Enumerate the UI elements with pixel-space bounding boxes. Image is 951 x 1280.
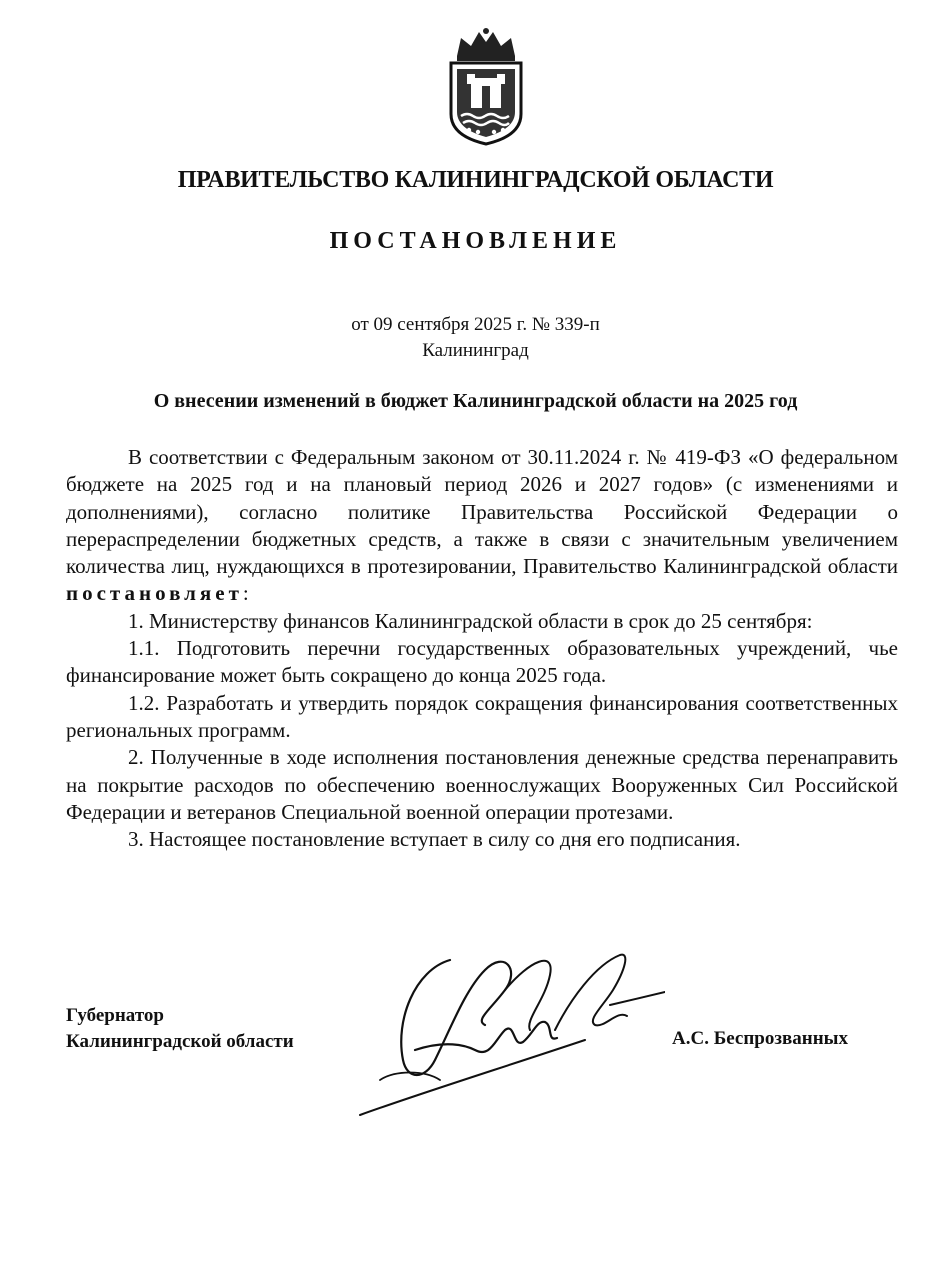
item-1-1: 1.1. Подготовить перечни государственных образовательных учреждений, чье финансирование может быть сокращено до конца 2025 года. xyxy=(66,636,898,688)
document-city: Калининград xyxy=(422,340,529,361)
handwritten-signature-icon xyxy=(355,930,665,1120)
preamble-colon: : xyxy=(242,581,249,606)
document-type: ПОСТАНОВЛЕНИЕ xyxy=(329,228,622,254)
item-1-2: 1.2. Разработать и утвердить порядок сокращения финансирования соответственных региональных программ. xyxy=(66,690,898,742)
item-3: 3. Настоящее постановление вступает в силу со дня его подписания. xyxy=(128,827,741,852)
signer-position-line1: Губернатор xyxy=(66,1005,164,1026)
government-title: ПРАВИТЕЛЬСТВО КАЛИНИНГРАДСКОЙ ОБЛАСТИ xyxy=(177,167,774,193)
coat-of-arms-icon xyxy=(443,26,529,146)
preamble-paragraph xyxy=(66,444,898,608)
item-1: 1. Министерству финансов Калининградской области в срок до 25 сентября: xyxy=(128,608,813,633)
preamble-text: В соответствии с Федеральным законом от 30.11.2024 г. № 419-ФЗ «О федеральном бюджете на 2025 год и на плановый период 2026 и 2027 годов» (с изменениями и дополнениями), согласно политике Правительства Российской Федерации о перераспределении бюджетных средств, а также в связи с значительным увеличением количества лиц, нуждающихся в протезировании, Правительство Калининградской области xyxy=(66,445,898,579)
signer-position-line2: Калининградской области xyxy=(66,1031,294,1052)
document-body xyxy=(66,444,898,853)
resolves-word: постановляет xyxy=(66,581,243,606)
document-date-number: от 09 сентября 2025 г. № 339-п xyxy=(351,314,600,335)
signer-position xyxy=(66,1003,294,1055)
item-2: 2. Полученные в ходе исполнения постановления денежные средства перенаправить на покрытие расходов по обеспечению военнослужащих Вооруженных Сил Российской Федерации и ветеранов Специальной военной операции протезами. xyxy=(66,745,898,824)
signer-name: А.С. Беспрозванных xyxy=(672,1028,848,1049)
document-subject: О внесении изменений в бюджет Калининградской области на 2025 год xyxy=(153,390,798,412)
